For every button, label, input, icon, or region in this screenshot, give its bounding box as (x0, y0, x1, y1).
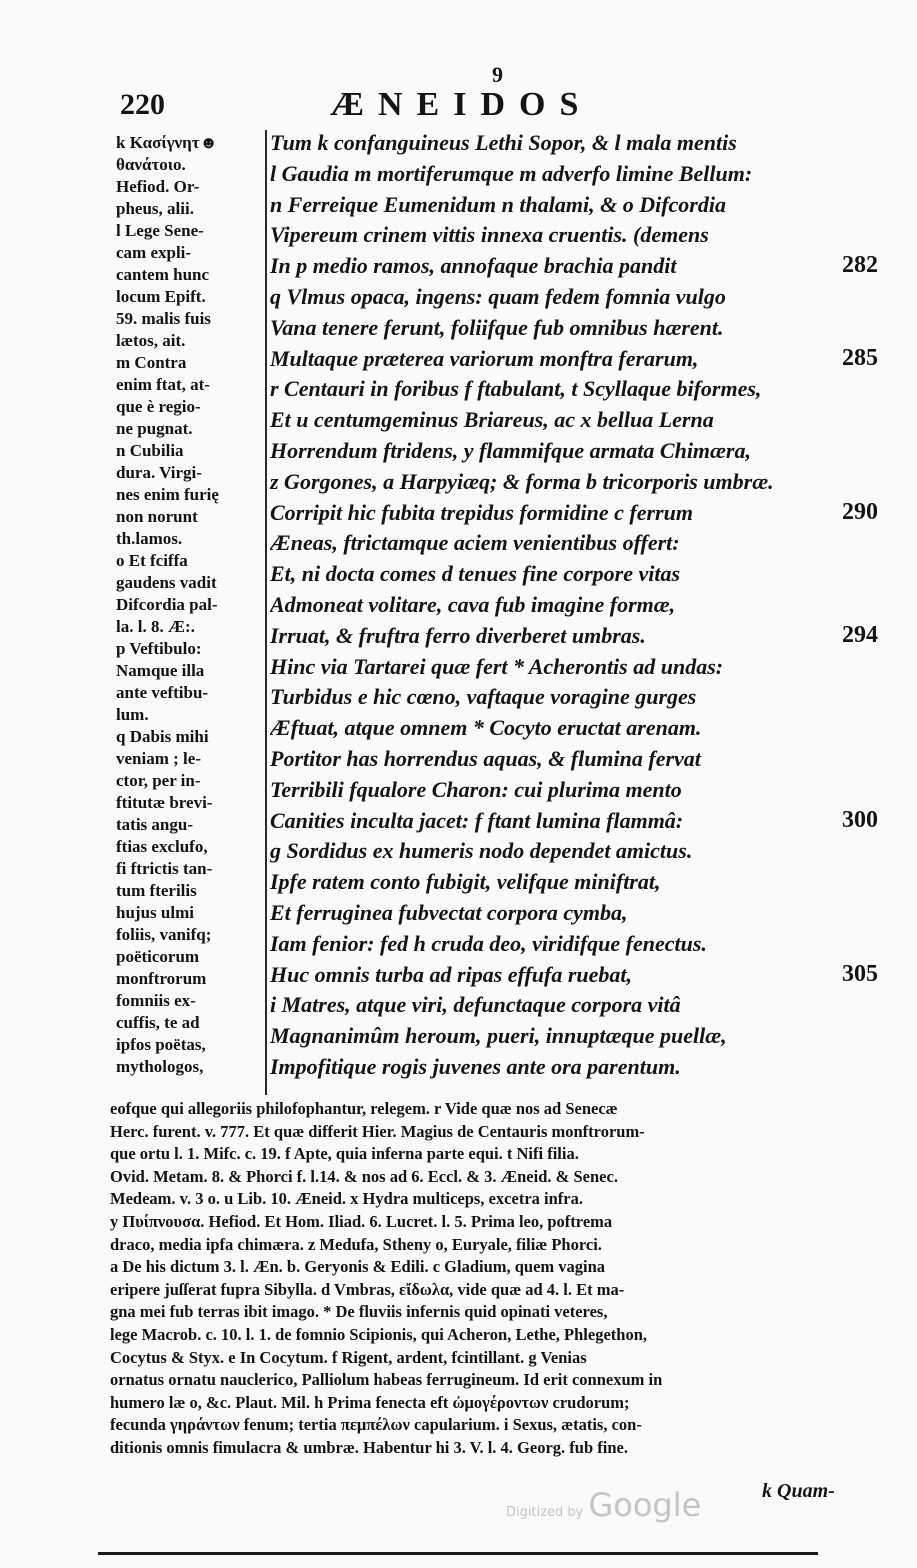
verse-line: Iam fenior: fed h cruda deo, viridifque fenectus. (270, 930, 707, 956)
verse-line: Portitor has horrendus aquas, & flumina fervat (270, 746, 701, 771)
side-note-line: ante veftibu- (116, 683, 209, 702)
side-note-line: hujus ulmi (116, 903, 194, 922)
footnote-line: Medeam. v. 3 o. u Lib. 10. Æneid. x Hydra multiceps, excetra infra. (110, 1189, 583, 1209)
verse-line: l Gaudia m mortiferumque m adverfo limine Bellum: (270, 160, 753, 186)
footnote-line: a De his dictum 3. l. Æn. b. Geryonis & Edili. c Gladium, quem vagina (110, 1257, 606, 1277)
side-note-line: ftias exclufo, (116, 837, 208, 856)
bottom-rule (98, 1552, 818, 1555)
side-note-line: 59. malis fuis (116, 309, 211, 328)
side-note-line: p Veftibulo: (116, 639, 202, 658)
line-number: 290 (842, 498, 878, 525)
verse-line: Magnanimûm heroum, pueri, innuptæque puellæ, (270, 1023, 727, 1049)
side-note-line: ipfos poëtas, (116, 1035, 206, 1054)
side-note-line: q Dabis mihi (116, 727, 209, 746)
footnote-line: y Πυίπνουσα. Hefiod. Et Hom. Iliad. 6. Lucret. l. 5. Prima leo, poftrema (110, 1211, 613, 1231)
side-note-line: mythologos, (116, 1057, 204, 1076)
verse-line: z Gorgones, a Harpyiæq; & forma b tricorporis umbræ. (270, 468, 774, 494)
side-note-line: que è regio- (116, 397, 201, 416)
footnote-line: lege Macrob. c. 10. l. 1. de fomnio Scipionis, qui Acheron, Lethe, Phlegethon, (110, 1324, 648, 1344)
footnote-line: eofque qui allegoriis philofophantur, relegem. r Vide quæ nos ad Senecæ (110, 1099, 618, 1118)
verse-line: Admoneat volitare, cava fub imagine formæ, (270, 592, 676, 617)
footnote-line: ditionis omnis fimulacra & umbræ. Habentur hi 3. V. l. 4. Georg. fub fine. (110, 1437, 628, 1457)
footnote-line: draco, media ipfa chimæra. z Medufa, Stheny o, Euryale, filiæ Phorci. (110, 1234, 602, 1254)
catchword: k Quam- (762, 1480, 835, 1502)
side-note-line: cam expli- (116, 243, 192, 262)
side-note-line: n Cubilia (116, 441, 184, 460)
verse-line: Et, ni docta comes d tenues fine corpore vitas (270, 561, 681, 587)
verse-line: Impofitique rogis juvenes ante ora parentum. (270, 1054, 681, 1079)
verse-line: Multaque præterea variorum monftra ferarum, (270, 345, 699, 371)
side-note-line: foliis, vanifq; (116, 925, 212, 944)
side-note-line: dura. Virgi- (116, 463, 202, 482)
footnote-line: Ovid. Metam. 8. & Phorci f. l.14. & nos ad 6. Eccl. & 3. Æneid. & Senec. (110, 1166, 618, 1186)
verse-line: Æftuat, atque omnem * Cocyto eructat arenam. (270, 715, 702, 741)
side-note-line: tum fterilis (116, 881, 197, 900)
verse-line: Vipereum crinem vittis innexa cruentis. (demens (270, 222, 709, 248)
side-note-line: fi ftrictis tan- (116, 859, 213, 878)
verse-line: Irruat, & fruftra ferro diverberet umbras. (270, 622, 646, 648)
side-note-line: l Lege Sene- (116, 221, 204, 240)
running-head: ÆNEIDOS (330, 86, 593, 123)
side-note-line: m Contra (116, 353, 187, 372)
side-note-line: locum Epift. (116, 287, 206, 306)
side-note-line: veniam ; le- (116, 749, 201, 768)
verse-line: Tum k confanguineus Lethi Sopor, & l mala mentis (270, 130, 737, 155)
side-note-line: ftitutæ brevi- (116, 793, 213, 812)
verse-line: Huc omnis turba ad ripas effufa ruebat, (270, 961, 633, 987)
verse-line: Canities inculta jacet: f ftant lumina flammâ: (270, 807, 684, 833)
side-note-line: o Et fciffa (116, 551, 188, 570)
verse-line: Horrendum ftridens, y flammifque armata Chimæra, (270, 438, 751, 463)
line-number: 300 (842, 806, 878, 833)
footnote-line: fecunda γηράντων fenum; tertia πεμπέλων capularium. i Sexus, ætatis, con- (110, 1415, 642, 1435)
footnotes (110, 1098, 878, 1460)
side-note-line: Hefiod. Or- (116, 177, 200, 196)
verse-line: g Sordidus ex humeris nodo dependet amictus. (270, 838, 693, 864)
side-note-line: non norunt (116, 507, 198, 526)
verse-line: n Ferreique Eumenidum n thalami, & o Difcordia (270, 191, 726, 217)
verse-line: Et ferruginea fubvectat corpora cymba, (270, 900, 628, 925)
printer-mark: 9 (492, 62, 503, 87)
side-note-line: cantem hunc (116, 265, 210, 284)
line-number: 282 (842, 252, 878, 279)
side-note-line: poëticorum (116, 947, 200, 966)
footnote-line: que ortu l. 1. Mifc. c. 19. f Apte, quia inferna parte equi. t Nifi filia. (110, 1144, 579, 1164)
verse-line: Corripit hic fubita trepidus formidine c ferrum (270, 499, 693, 525)
verse-line: Terribili fqualore Charon: cui plurima mento (270, 776, 682, 802)
column-divider (265, 130, 267, 1095)
side-note-line: lætos, ait. (116, 331, 186, 350)
footnote-line: humero læ o, &c. Plaut. Mil. h Prima fenecta eft ὠμογέροντων crudorum; (110, 1392, 630, 1412)
side-note-line: k Κασίγνητ☻ (116, 133, 218, 152)
verse-line: q Vlmus opaca, ingens: quam fedem fomnia vulgo (270, 284, 726, 309)
side-note-line: lum. (116, 705, 149, 724)
verse-line: i Matres, atque viri, defunctaque corpora vitâ (270, 992, 681, 1018)
side-note-line: cuffis, te ad (116, 1013, 200, 1032)
footnote-line: gna mei fub terras ibit imago. * De fluviis infernis quid opinati veteres, (110, 1302, 608, 1322)
side-note-line: fomniis ex- (116, 991, 196, 1010)
line-number: 294 (842, 621, 878, 648)
side-note-line: pheus, alii. (116, 199, 194, 218)
side-note-line: ne pugnat. (116, 419, 193, 438)
side-note-line: θανάτοιο. (116, 155, 186, 174)
watermark-prefix: Digitized by (506, 1505, 584, 1520)
side-note-line: la. l. 8. Æ:. (116, 617, 195, 636)
line-number: 305 (842, 960, 878, 987)
side-note-line: Namque illa (116, 661, 205, 680)
verse-line: In p medio ramos, annofaque brachia pandit (270, 253, 677, 279)
side-notes (116, 132, 264, 1078)
watermark (506, 1486, 701, 1524)
side-note-line: th.lamos. (116, 529, 183, 548)
side-note-line: Difcordia pal- (116, 595, 218, 614)
verse-line: r Centauri in foribus f ftabulant, t Scyllaque biformes, (270, 376, 762, 402)
side-note-line: enim ftat, at- (116, 375, 210, 394)
page-number: 220 (120, 88, 165, 121)
verse-line: Hinc via Tartarei quæ fert * Acherontis ad undas: (270, 653, 724, 679)
side-note-line: tatis angu- (116, 815, 193, 834)
footnote-line: ornatus ornatu nauclerico, Palliolum habeas ferrugineum. Id erit connexum in (110, 1370, 663, 1390)
side-note-line: gaudens vadit (116, 573, 217, 592)
verse-line: Turbidus e hic cœno, vaftaque voragine gurges (270, 684, 697, 710)
footnote-line: Cocytus & Styx. e In Cocytum. f Rigent, ardent, fcintillant. g Venias (110, 1347, 587, 1367)
side-note-line: nes enim furię (116, 485, 219, 504)
footnote-line: Herc. furent. v. 777. Et quæ differit Hier. Magius de Centauris monftrorum- (110, 1121, 645, 1141)
footnote-line: eripere juſſerat fupra Sibylla. d Vmbras, εἴδωλα, vide quæ ad 4. l. Et ma- (110, 1279, 625, 1299)
watermark-logo: Google (588, 1486, 702, 1524)
verse-line: Ipfe ratem conto fubigit, velifque miniftrat, (270, 869, 661, 895)
verse-line: Æneas, ftrictamque aciem venientibus offert: (270, 530, 680, 556)
side-note-line: monftrorum (116, 969, 207, 988)
side-note-line: ctor, per in- (116, 771, 201, 790)
verse-line: Et u centumgeminus Briareus, ac x bellua Lerna (270, 407, 714, 433)
verse-line: Vana tenere ferunt, foliifque fub omnibus hærent. (270, 314, 724, 340)
line-number: 285 (842, 344, 878, 371)
